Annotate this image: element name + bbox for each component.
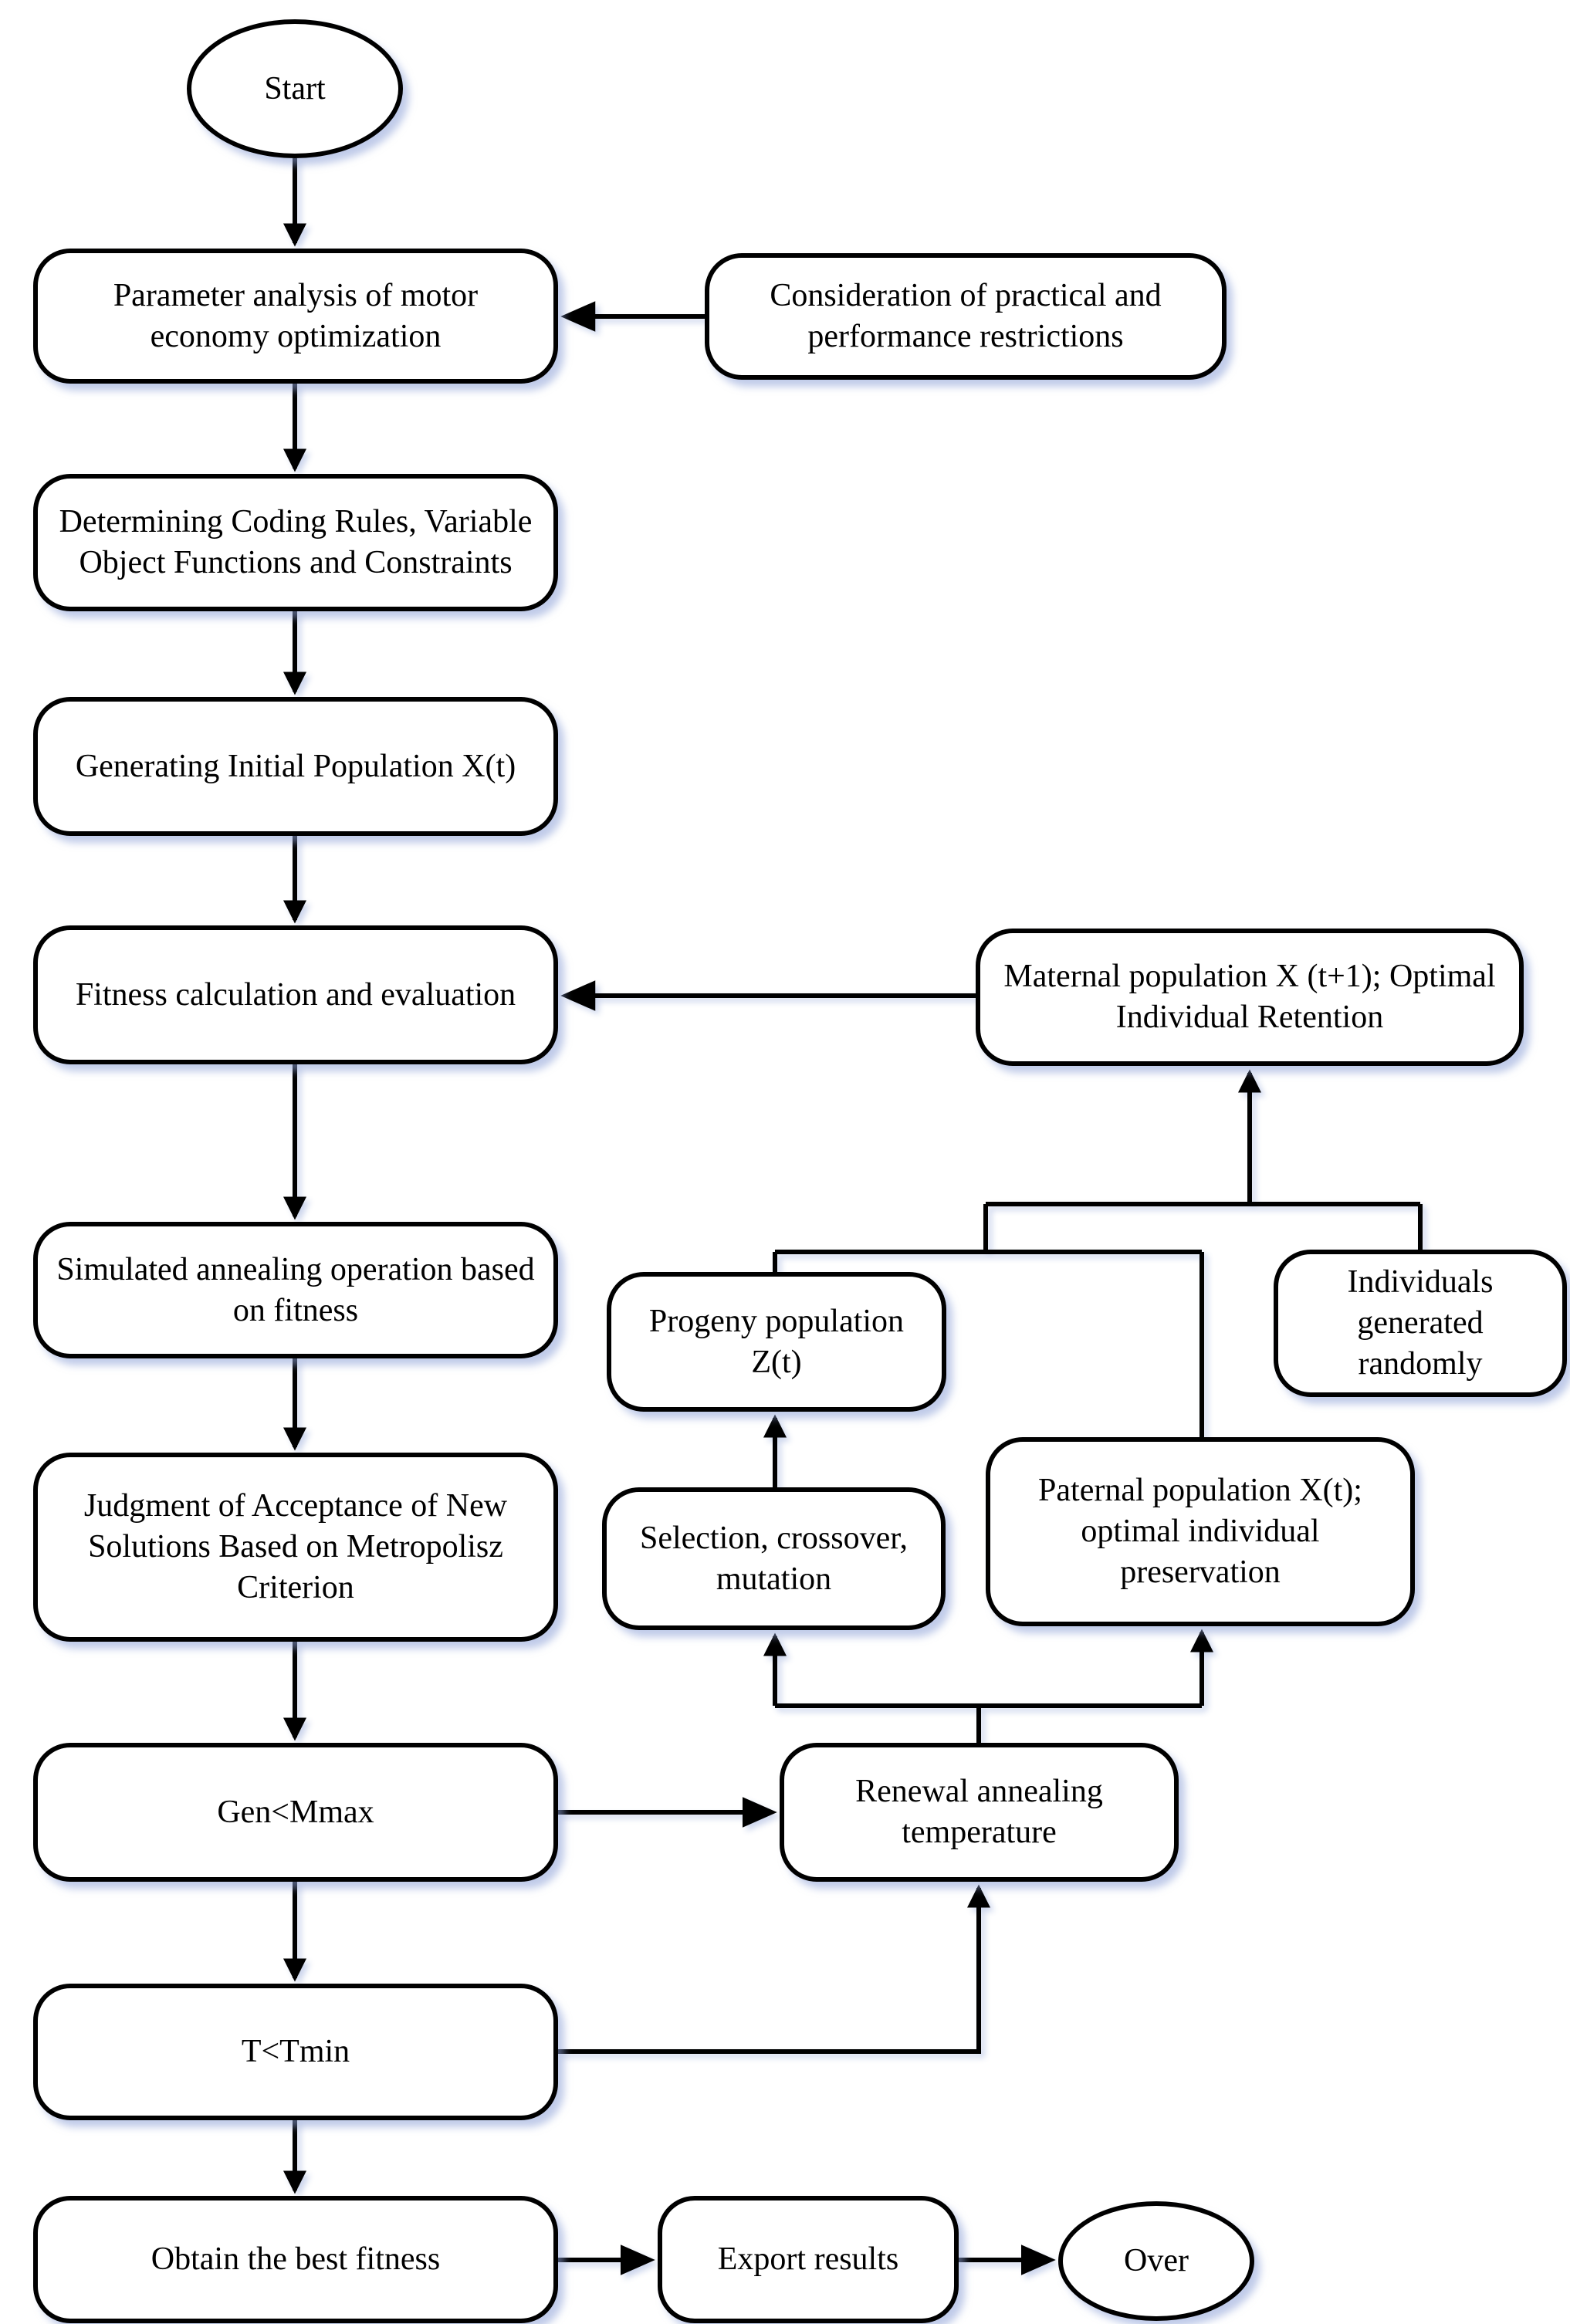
node-paternal-population-label: Paternal population X(t); optimal individual preservation <box>1038 1473 1362 1590</box>
node-t-check <box>33 1984 558 2120</box>
node-obtain-best-fitness <box>33 2196 558 2323</box>
node-fitness-calculation <box>33 925 558 1064</box>
node-gen-check-label: Gen<Mmax <box>217 1794 374 1830</box>
node-judgment-metropolis <box>33 1453 558 1642</box>
node-generating-initial-population-label: Generating Initial Population X(t) <box>75 748 516 784</box>
node-start <box>187 19 403 158</box>
node-maternal-population-label: Maternal population X (t+1); Optimal Individual Retention <box>1003 959 1496 1035</box>
node-export-results-label: Export results <box>717 2241 899 2278</box>
node-simulated-annealing <box>33 1222 558 1358</box>
node-fitness-calculation-label: Fitness calculation and evaluation <box>75 976 516 1013</box>
node-selection-crossover-mutation <box>602 1487 946 1630</box>
node-export-results <box>658 2196 959 2323</box>
node-parameter-analysis <box>33 249 558 384</box>
node-determining-coding-rules-label: Determining Coding Rules, Variable Object Functions and Constraints <box>59 504 533 580</box>
node-obtain-best-fitness-label: Obtain the best fitness <box>151 2241 441 2278</box>
node-individuals-random-label: Individuals generated randomly <box>1347 1264 1494 1382</box>
node-renewal-annealing-temperature-label: Renewal annealing temperature <box>855 1774 1103 1850</box>
node-t-check-label: T<Tmin <box>241 2034 350 2070</box>
node-consideration-restrictions <box>705 253 1227 380</box>
node-individuals-random <box>1274 1250 1567 1397</box>
node-over-label: Over <box>1124 2243 1189 2279</box>
node-simulated-annealing-label: Simulated annealing operation based on fitness <box>56 1251 535 1328</box>
node-paternal-population <box>986 1437 1415 1626</box>
node-maternal-population <box>976 929 1524 1066</box>
node-determining-coding-rules <box>33 474 558 611</box>
node-over <box>1058 2201 1254 2321</box>
node-consideration-restrictions-label: Consideration of practical and performance restrictions <box>770 278 1162 354</box>
node-progeny-population <box>607 1272 946 1412</box>
node-judgment-metropolis-label: Judgment of Acceptance of New Solutions Based on Metropolisz Criterion <box>83 1488 508 1605</box>
node-generating-initial-population <box>33 697 558 836</box>
node-selection-crossover-mutation-label: Selection, crossover, mutation <box>639 1520 909 1597</box>
node-renewal-annealing-temperature <box>780 1743 1179 1882</box>
node-progeny-population-label: Progeny population Z(t) <box>648 1303 905 1380</box>
node-gen-check <box>33 1743 558 1882</box>
edge-tmin-renewal <box>558 1888 979 2052</box>
node-start-label: Start <box>264 70 326 107</box>
node-parameter-analysis-label: Parameter analysis of motor economy optimization <box>113 277 479 354</box>
